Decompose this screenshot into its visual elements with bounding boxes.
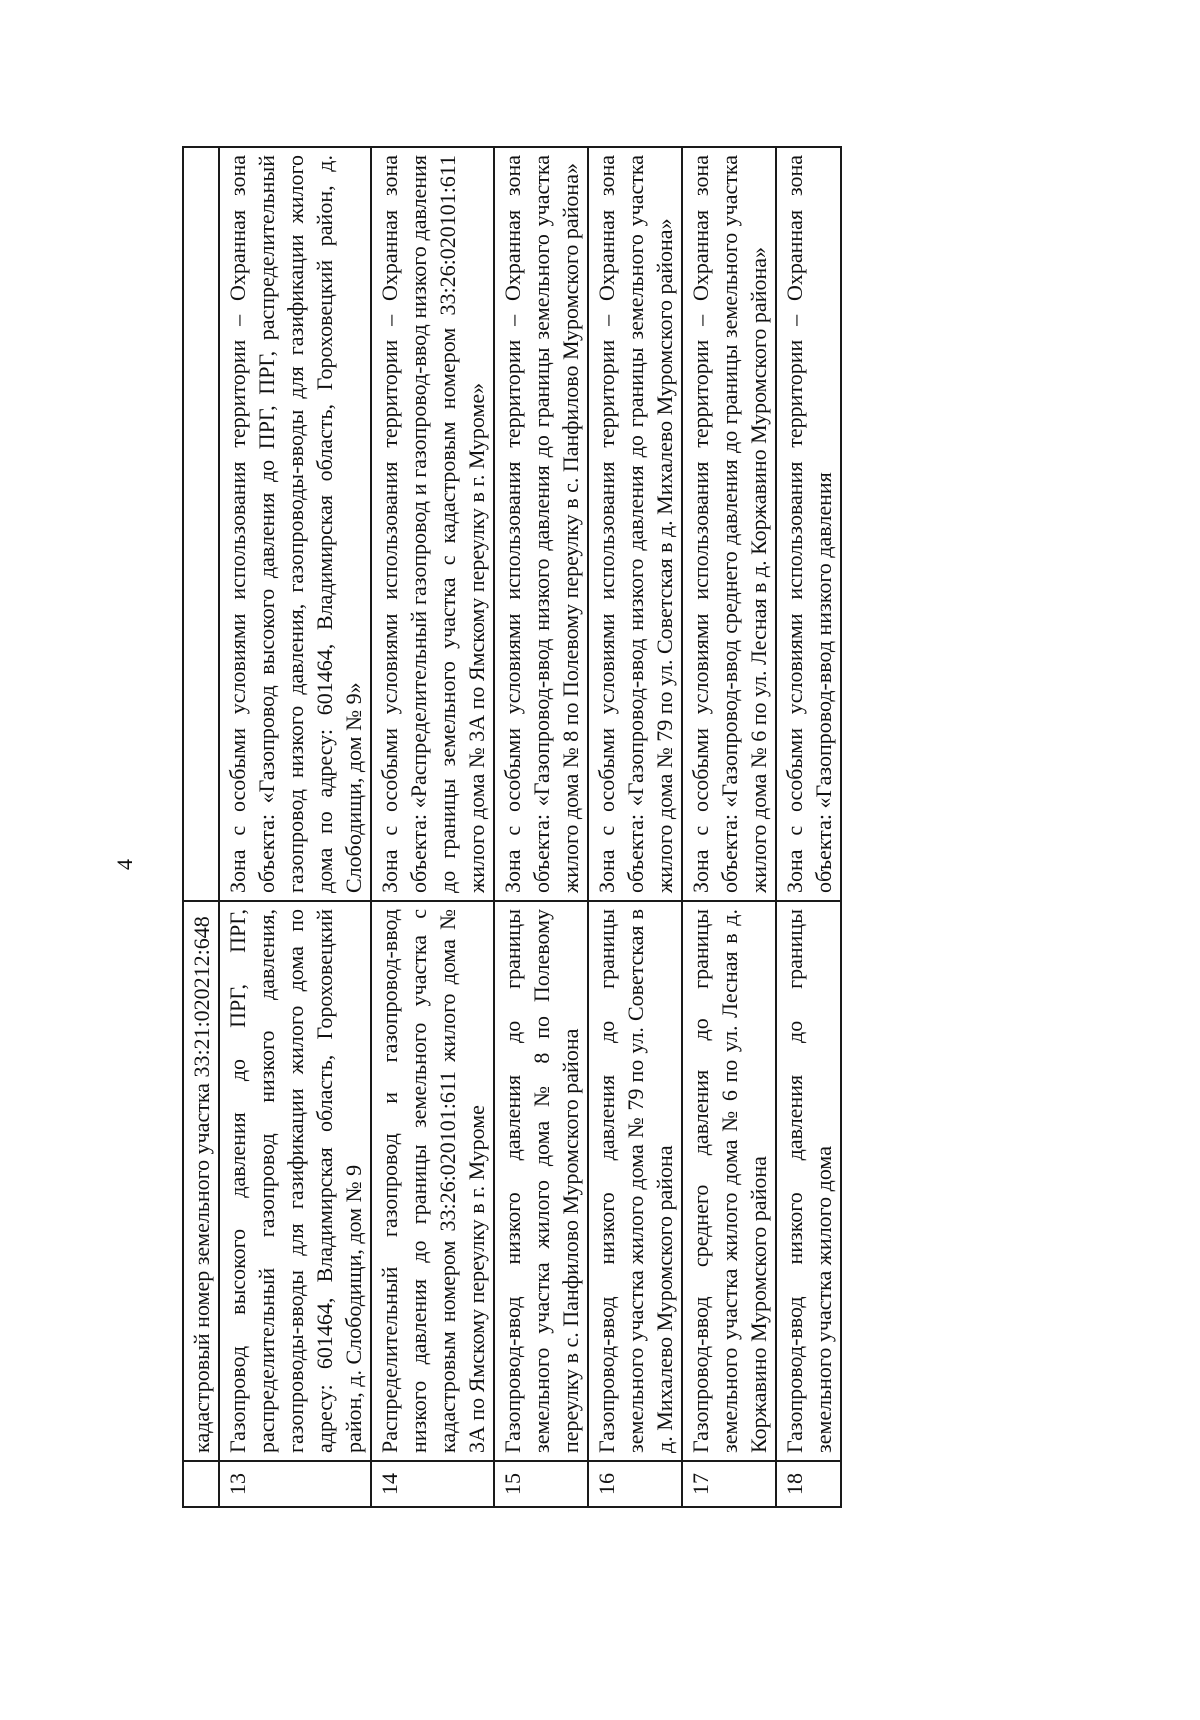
table-row <box>371 147 494 1507</box>
row-number <box>183 1461 219 1507</box>
object-description: Газопровод-ввод низкого давления до границы земельного участка жилого дома № 8 по Полевому переулку в с. Панфилово Муромского района <box>494 901 588 1461</box>
object-description: Газопровод-ввод низкого давления до границы земельного участка жилого дома № 79 по ул. Советская в д. Михалево Муромского района <box>588 901 682 1461</box>
object-description: кадастровый номер земельного участка 33:21:020212:648 <box>183 901 219 1461</box>
table-row <box>219 147 371 1507</box>
zone-description: Зона с особыми условиями использования территории – Охранная зона объекта: «Газопровод-ввод низкого давления до границы земельного участка жилого дома № 79 по ул. Советская в д. Михалево Муромского района» <box>588 147 682 901</box>
table-row <box>588 147 682 1507</box>
row-number: 18 <box>776 1461 841 1507</box>
row-number: 14 <box>371 1461 494 1507</box>
zone-description: Зона с особыми условиями использования территории – Охранная зона объекта: «Газопровод-ввод низкого давления до границы земельного участка жилого дома № 8 по Полевому переулку в с. Панфилово Муромского района» <box>494 147 588 901</box>
object-description: Газопровод-ввод низкого давления до границы земельного участка жилого дома <box>776 901 841 1461</box>
zone-description: Зона с особыми условиями использования территории – Охранная зона объекта: «Газопровод высокого давления до ПРГ, ПРГ, распределительный газопровод низкого давления, газопроводы-вводы для газификации жилого дома по адресу: 601464, Владимирская область, Гороховецкий район, д. Слободищи, дом № 9» <box>219 147 371 901</box>
table-row <box>682 147 776 1507</box>
zones-table <box>182 146 842 1508</box>
zone-description: Зона с особыми условиями использования территории – Охранная зона объекта: «Распределительный газопровод и газопровод-ввод низкого давления до границы земельного участка с кадастровым номером 33:26:020101:611 жилого дома № 3А по Ямскому переулку в г. Муроме» <box>371 147 494 901</box>
row-number: 13 <box>219 1461 371 1507</box>
row-number: 16 <box>588 1461 682 1507</box>
zone-description: Зона с особыми условиями использования территории – Охранная зона объекта: «Газопровод-ввод среднего давления до границы земельного участка жилого дома № 6 по ул. Лесная в д. Коржавино Муромского района» <box>682 147 776 901</box>
table-row <box>183 147 219 1507</box>
row-number: 17 <box>682 1461 776 1507</box>
page-number: 4 <box>112 859 137 870</box>
table-row <box>776 147 841 1507</box>
object-description: Газопровод высокого давления до ПРГ, ПРГ, распределительный газопровод низкого давления, газопроводы-вводы для газификации жилого дома по адресу: 601464, Владимирская область, Гороховецкий район, д. Слободищи, дом № 9 <box>219 901 371 1461</box>
object-description: Газопровод-ввод среднего давления до границы земельного участка жилого дома № 6 по ул. Лесная в д. Коржавино Муромского района <box>682 901 776 1461</box>
row-number: 15 <box>494 1461 588 1507</box>
table-row <box>494 147 588 1507</box>
zone-description <box>183 147 219 901</box>
object-description: Распределительный газопровод и газопровод-ввод низкого давления до границы земельного участка с кадастровым номером 33:26:020101:611 жилого дома № 3А по Ямскому переулку в г. Муроме <box>371 901 494 1461</box>
document-page <box>110 50 1110 1690</box>
zone-description: Зона с особыми условиями использования территории – Охранная зона объекта: «Газопровод-ввод низкого давления <box>776 147 841 901</box>
